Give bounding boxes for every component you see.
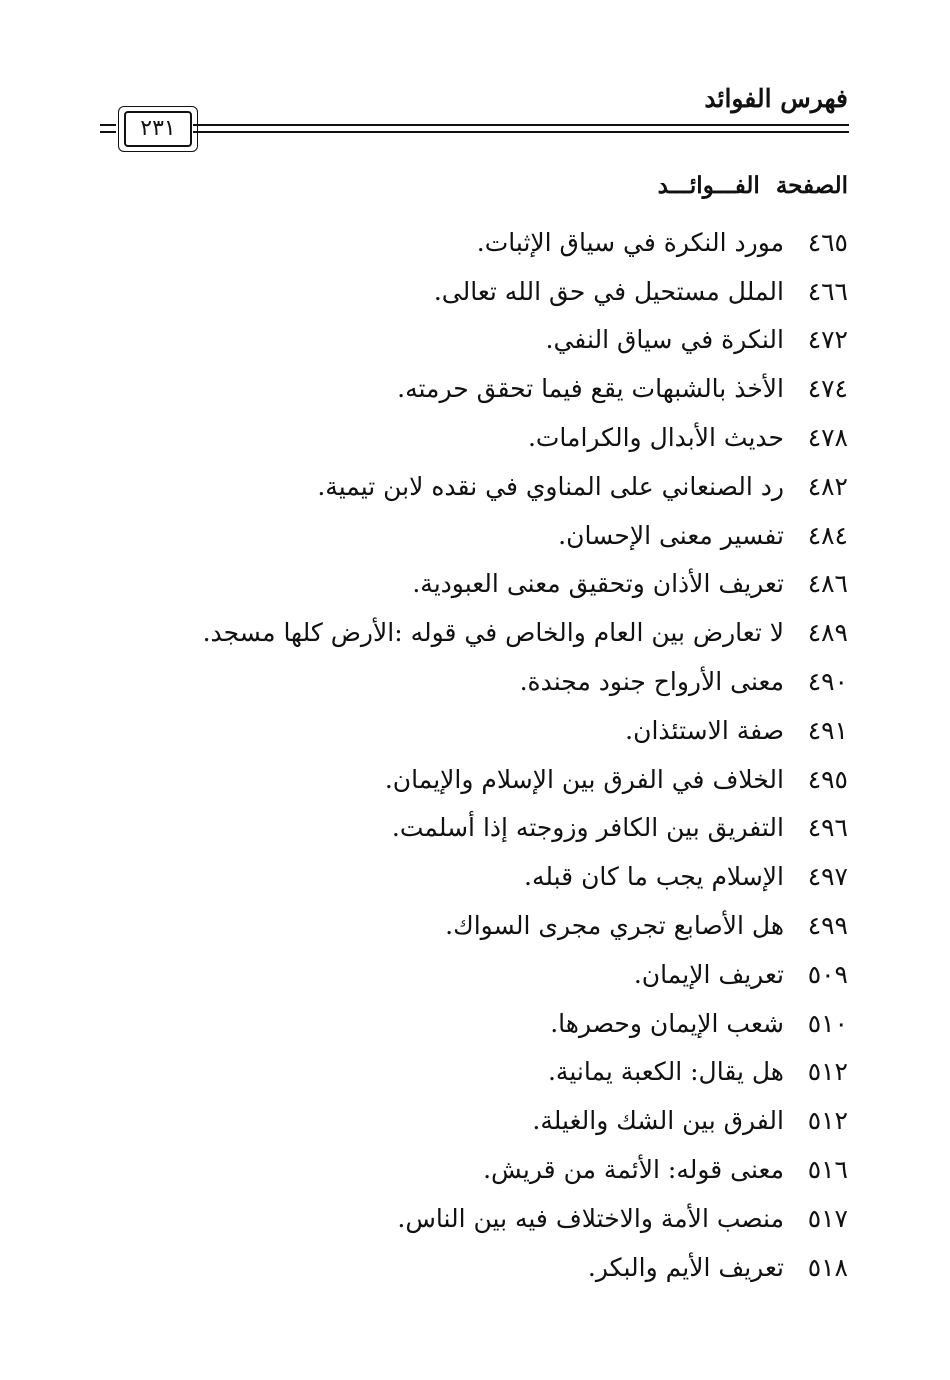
entry-page-number: ٤٩١ <box>807 715 848 745</box>
page-number: ٢٣١ <box>124 111 192 147</box>
entry-text: معنى الأرواح جنود مجندة. <box>519 667 784 697</box>
index-entry <box>88 560 848 609</box>
entry-text: حديث الأبدال والكرامات. <box>527 423 784 453</box>
index-entry <box>88 999 848 1048</box>
entry-text: صفة الاستئذان. <box>625 715 784 745</box>
entry-text: رد الصنعاني على المناوي في نقده لابن تيمية. <box>317 471 784 501</box>
index-entry <box>88 804 848 853</box>
entry-page-number: ٤٩٠ <box>807 667 848 697</box>
index-entry <box>88 901 848 950</box>
entry-page-number: ٥١٧ <box>807 1203 848 1233</box>
entry-page-number: ٤٦٦ <box>807 276 848 306</box>
index-entry <box>88 316 848 365</box>
index-entry <box>88 852 848 901</box>
entry-page-number: ٤٨٢ <box>807 471 848 501</box>
column-headings <box>658 172 848 199</box>
entry-page-number: ٤٨٤ <box>807 520 848 550</box>
index-entry <box>88 364 848 413</box>
entry-text: هل الأصابع تجري مجرى السواك. <box>445 911 784 941</box>
entry-text: الأخذ بالشبهات يقع فيما تحقق حرمته. <box>397 374 784 404</box>
entry-page-number: ٤٨٦ <box>807 569 848 599</box>
entry-page-number: ٤٧٤ <box>807 374 848 404</box>
entry-text: مورد النكرة في سياق الإثبات. <box>476 227 784 257</box>
index-entry <box>88 462 848 511</box>
entry-text: شعب الإيمان وحصرها. <box>550 1008 784 1038</box>
entry-text: الفرق بين الشك والغيلة. <box>532 1106 784 1136</box>
index-entry <box>88 511 848 560</box>
index-entry <box>88 706 848 755</box>
header-rule-end <box>100 124 116 133</box>
entry-page-number: ٤٨٩ <box>807 618 848 648</box>
entry-text: لا تعارض بين العام والخاص في قوله :الأرض كلها مسجد. <box>202 618 784 648</box>
entry-text: تعريف الأيم والبكر. <box>587 1252 784 1282</box>
index-entry <box>88 218 848 267</box>
running-title: فهرس الفوائد <box>704 84 848 113</box>
entry-page-number: ٤٩٧ <box>807 862 848 892</box>
entry-text: تفسير معنى الإحسان. <box>558 520 784 550</box>
index-entries <box>88 218 848 1292</box>
entry-text: الخلاف في الفرق بين الإسلام والإيمان. <box>384 764 784 794</box>
entry-text: معنى قوله: الأئمة من قريش. <box>483 1155 784 1185</box>
entry-page-number: ٤٧٨ <box>807 423 848 453</box>
index-entry <box>88 657 848 706</box>
index-entry <box>88 267 848 316</box>
index-entry <box>88 1096 848 1145</box>
entry-page-number: ٥١٢ <box>807 1106 848 1136</box>
entry-page-number: ٥١٢ <box>807 1057 848 1087</box>
index-entry <box>88 1048 848 1097</box>
entry-page-number: ٤٧٢ <box>807 325 848 355</box>
entry-page-number: ٥١٦ <box>807 1155 848 1185</box>
entry-text: التفريق بين الكافر وزوجته إذا أسلمت. <box>391 813 784 843</box>
entry-text: منصب الأمة والاختلاف فيه بين الناس. <box>397 1203 784 1233</box>
benefits-column-label: الفـــوائـــد <box>657 172 760 199</box>
index-entry <box>88 755 848 804</box>
index-entry <box>88 608 848 657</box>
index-entry <box>88 1194 848 1243</box>
entry-page-number: ٥١٨ <box>807 1252 848 1282</box>
header-rule <box>193 124 849 133</box>
entry-page-number: ٤٩٦ <box>807 813 848 843</box>
index-entry <box>88 413 848 462</box>
entry-text: النكرة في سياق النفي. <box>545 325 784 355</box>
entry-page-number: ٥٠٩ <box>807 959 848 989</box>
index-entry <box>88 950 848 999</box>
entry-text: الإسلام يجب ما كان قبله. <box>524 862 784 892</box>
entry-page-number: ٤٩٥ <box>807 764 848 794</box>
entry-page-number: ٥١٠ <box>807 1008 848 1038</box>
index-entry <box>88 1243 848 1292</box>
entry-text: الملل مستحيل في حق الله تعالى. <box>433 276 784 306</box>
entry-page-number: ٤٩٩ <box>807 911 848 941</box>
page-column-label: الصفحة <box>775 172 848 199</box>
entry-text: هل يقال: الكعبة يمانية. <box>547 1057 784 1087</box>
entry-text: تعريف الأذان وتحقيق معنى العبودية. <box>412 569 784 599</box>
index-entry <box>88 1145 848 1194</box>
entry-text: تعريف الإيمان. <box>633 959 784 989</box>
entry-page-number: ٤٦٥ <box>807 227 848 257</box>
